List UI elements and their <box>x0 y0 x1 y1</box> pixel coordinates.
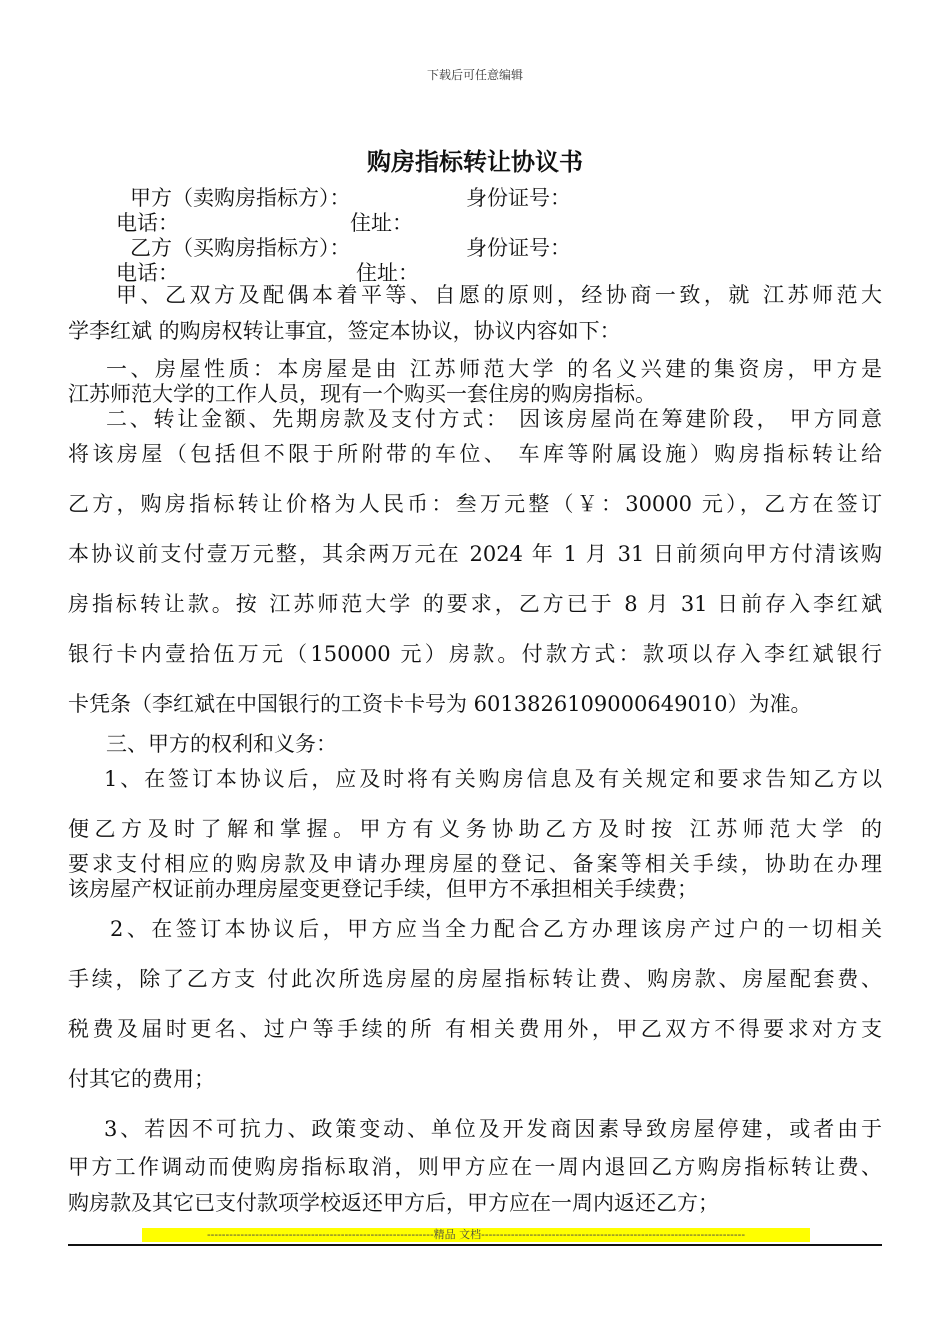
body-line: 付其它的费用； <box>68 1067 215 1091</box>
body-line: 要求支付相应的购房款及申请办理房屋的登记、备案等相关手续，协助在办理 <box>68 852 882 876</box>
party-a-address-label: 住址： <box>350 211 413 235</box>
body-line: 二、转让金额、先期房款及支付方式： 因该房屋尚在筹建阶段， 甲方同意 <box>106 407 882 431</box>
body-line: 该房屋产权证前办理房屋变更登记手续，但甲方不承担相关手续费； <box>68 877 698 901</box>
body-line: 税费及届时更名、过户等手续的所 有相关费用外，甲乙双方不得要求对方支 <box>68 1017 882 1041</box>
body-line: 将该房屋（包括但不限于所附带的车位、 车库等附属设施）购房指标转让给 <box>68 442 882 466</box>
body-line: 便乙方及时了解和掌握。甲方有义务协助乙方及时按 江苏师范大学 的 <box>68 817 882 841</box>
body-line: 1、在签订本协议后，应及时将有关购房信息及有关规定和要求告知乙方以 <box>104 767 882 791</box>
party-a-label: 甲方（卖购房指标方）： <box>130 186 351 210</box>
party-b-phone-label: 电话： <box>116 261 179 285</box>
body-line: 2、在签订本协议后，甲方应当全力配合乙方办理该房产过户的一切相关 <box>110 917 882 941</box>
document-title: 购房指标转让协议书 <box>367 147 583 176</box>
body-line: 3、若因不可抗力、政策变动、单位及开发商因素导致房屋停建，或者由于 <box>104 1117 882 1141</box>
body-line: 银行卡内壹拾伍万元（150000 元）房款。付款方式：款项以存入李红斌银行 <box>68 642 882 666</box>
body-line: 一、房屋性质：本房屋是由 江苏师范大学 的名义兴建的集资房，甲方是 <box>106 357 882 381</box>
body-line: 乙方，购房指标转让价格为人民币：叁万元整（￥：30000 元），乙方在签订 <box>68 492 882 516</box>
party-b-id-label: 身份证号： <box>466 236 571 260</box>
body-line: 学李红斌 的购房权转让事宜，签定本协议，协议内容如下： <box>68 319 621 343</box>
body-line: 手续，除了乙方支 付此次所选房屋的房屋指标转让费、购房款、房屋配套费、 <box>68 967 882 991</box>
party-b-address-label: 住址： <box>356 261 419 285</box>
body-line: 甲方工作调动而使购房指标取消，则甲方应在一周内退回乙方购房指标转让费、 <box>68 1155 882 1179</box>
body-line: 甲、乙双方及配偶本着平等、自愿的原则，经协商一致，就 江苏师范大 <box>116 283 882 307</box>
header-note: 下载后可任意编辑 <box>426 68 523 82</box>
footer-banner: -------------------------------------------------------------精品 文档----------------------------------------------------------------------- <box>142 1228 810 1242</box>
body-line: 本协议前支付壹万元整，其余两万元在 2024 年 1 月 31 日前须向甲方付清该购 <box>68 542 882 566</box>
body-line: 购房款及其它已支付款项学校返还甲方后，甲方应在一周内返还乙方； <box>68 1191 719 1215</box>
body-line: 江苏师范大学的工作人员，现有一个购买一套住房的购房指标。 <box>68 382 656 406</box>
body-line: 三、甲方的权利和义务： <box>106 732 337 756</box>
body-line: 卡凭条（李红斌在中国银行的工资卡卡号为 6013826109000649010）为准。 <box>68 692 812 716</box>
body-line: 房指标转让款。按 江苏师范大学 的要求，乙方已于 8 月 31 日前存入李红斌 <box>68 592 882 616</box>
party-a-id-label: 身份证号： <box>466 186 571 210</box>
party-b-label: 乙方（买购房指标方）： <box>130 236 351 260</box>
footer-divider <box>68 1244 882 1246</box>
party-a-phone-label: 电话： <box>116 211 179 235</box>
